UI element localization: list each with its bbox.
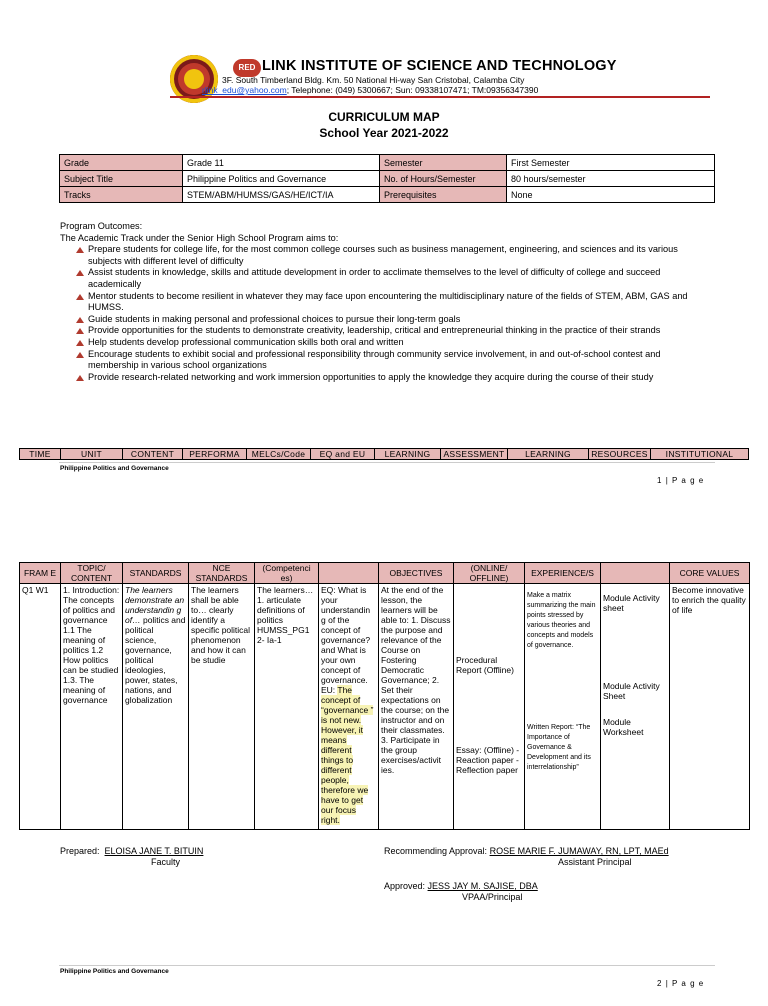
info-value: Grade 11 xyxy=(183,155,380,171)
learning-experience-cell: Make a matrix summarizing the main points stressed by various theories and concepts and models of governance. Written Report: “The Importance of Governance & Development and its interrelationship” xyxy=(525,584,601,830)
column-header: LEARNING xyxy=(375,449,441,460)
melc-cell: The learners… 1. articulate definitions of politics HUMSS_PG1 2- Ia-1 xyxy=(255,584,319,830)
table-row xyxy=(60,155,715,171)
column-header: (Competenci es) xyxy=(255,563,319,584)
column-header: OBJECTIVES xyxy=(379,563,454,584)
footer-subject: Philippine Politics and Governance xyxy=(60,465,169,472)
column-header: CONTENT xyxy=(123,449,183,460)
column-header: UNIT xyxy=(61,449,123,460)
recommending-title: Assistant Principal xyxy=(558,857,632,867)
prepared-by: Prepared: ELOISA JANE T. BITUIN xyxy=(60,846,204,856)
column-header: PERFORMA xyxy=(183,449,247,460)
recommending-approval: Recommending Approval: ROSE MARIE F. JUMAWAY, RN, LPT, MAEd xyxy=(384,846,669,856)
info-label: Grade xyxy=(60,155,183,171)
page-title: CURRICULUM MAP xyxy=(328,110,440,124)
column-header: NCE STANDARDS xyxy=(189,563,255,584)
approved-title: VPAA/Principal xyxy=(462,892,523,902)
list-item: Help students develop professional communication skills both oral and written xyxy=(76,337,710,349)
info-value: First Semester xyxy=(507,155,715,171)
info-value: 80 hours/semester xyxy=(507,171,715,187)
performance-standards-cell: The learners shall be able to… clearly identify a specific political phenomenon and how it can be studie xyxy=(189,584,255,830)
column-header: MELCs/Code xyxy=(247,449,311,460)
red-badge: RED xyxy=(233,59,261,77)
info-label: No. of Hours/Semester xyxy=(380,171,507,187)
list-item: Provide opportunities for the students to demonstrate creativity, leadership, critical and entrepreneurial thinking in the practice of their strands xyxy=(76,325,710,337)
column-header: CORE VALUES xyxy=(670,563,750,584)
outcomes-intro: The Academic Track under the Senior High School Program aims to: xyxy=(60,232,339,243)
time-cell: Q1 W1 xyxy=(20,584,61,830)
page-number: 2 | P a g e xyxy=(657,979,705,988)
info-label: Tracks xyxy=(60,187,183,203)
footer-subject: Philippine Politics and Governance xyxy=(60,968,169,975)
list-item: Encourage students to exhibit social and professional responsibility through community service involvement, in and out-of-school contest and membership in various school organizations xyxy=(76,349,710,372)
column-header: FRAM E xyxy=(20,563,61,584)
column-header: STANDARDS xyxy=(123,563,189,584)
table-row xyxy=(60,187,715,203)
page-number: 1 | P a g e xyxy=(657,476,705,485)
info-value: None xyxy=(507,187,715,203)
column-header: LEARNING xyxy=(508,449,589,460)
table-row xyxy=(20,584,750,830)
info-label: Prerequisites xyxy=(380,187,507,203)
info-value: STEM/ABM/HUMSS/GAS/HE/ICT/IA xyxy=(183,187,380,203)
program-outcomes xyxy=(60,221,710,383)
list-item: Prepare students for college life, for the most common college courses such as business management, engineering, and sciences and its various subjects with different level of difficulty xyxy=(76,244,710,267)
school-name: LINK INSTITUTE OF SCIENCE AND TECHNOLOGY xyxy=(262,58,617,74)
assessment-cell: Procedural Report (Offline) Essay: (Offline) -Reaction paper -Reflection paper xyxy=(454,584,525,830)
info-label: Subject Title xyxy=(60,171,183,187)
eq-eu-cell: EQ: What is your understandin g of the concept of governance? and What is your own concept of governance. EU: The concept of “governance ” is not new. However, it means different things to different people, therefore we have to get our focus right. xyxy=(319,584,379,830)
objectives-cell: At the end of the lesson, the learners will be able to: 1. Discuss the purpose and relevance of the Course on Fostering Democratic Governance; 2. Set their expectations on the course; on the instructor and on their classmates. 3. Participate in the group exercises/activit ies. xyxy=(379,584,454,830)
footer-divider xyxy=(59,462,715,463)
resources-cell: Module Activity sheet Module Activity Sheet Module Worksheet xyxy=(601,584,670,830)
subject-info-table xyxy=(59,154,715,203)
column-header: (ONLINE/ OFFLINE) xyxy=(454,563,525,584)
contact-numbers: ; Telephone: (049) 5300667; Sun: 09338107471; TM:09356347390 xyxy=(286,85,539,95)
topic-cell: 1. Introduction: The concepts of politics and governance 1.1 The meaning of politics 1.2 How politics can be studied 1.3. The meaning of governance xyxy=(61,584,123,830)
prepared-title: Faculty xyxy=(151,857,181,867)
content-standards-cell: The learners demonstrate an understandin g of… politics and political science, governance, political ideologies, power, states, nations, and globalization xyxy=(123,584,189,830)
email-link[interactable]: rlink_edu@yahoo.com xyxy=(202,85,287,95)
column-header: INSTITUTIONAL xyxy=(651,449,749,460)
column-header: RESOURCES xyxy=(589,449,651,460)
approved-by: Approved: JESS JAY M. SAJISE, DBA xyxy=(384,881,538,891)
column-header: EXPERIENCE/S xyxy=(525,563,601,584)
curriculum-table xyxy=(19,562,750,830)
list-item: Mentor students to become resilient in whatever they may face upon encountering the multidisciplinary nature of the fields of STEM, ABM, GAS and HUMSS. xyxy=(76,291,710,314)
approved-name: JESS JAY M. SAJISE, DBA xyxy=(427,881,538,891)
list-item: Guide students in making personal and professional choices to pursue their long-term goals xyxy=(76,314,710,326)
column-header: ASSESSMENT xyxy=(441,449,508,460)
list-item: Provide research-related networking and work immersion opportunities to apply the knowledge they acquire during the course of their study xyxy=(76,372,710,384)
footer-divider xyxy=(59,965,715,966)
curriculum-header-row-1 xyxy=(19,448,749,460)
column-header: TIME xyxy=(20,449,61,460)
info-value: Philippine Politics and Governance xyxy=(183,171,380,187)
list-item: Assist students in knowledge, skills and attitude development in order to acclimate themselves to the level of difficulty of college and succeed academically xyxy=(76,267,710,290)
prepared-name: ELOISA JANE T. BITUIN xyxy=(104,846,204,856)
info-label: Semester xyxy=(380,155,507,171)
outcomes-heading: Program Outcomes: xyxy=(60,221,143,231)
table-header-row xyxy=(20,563,750,584)
column-header: TOPIC/ CONTENT xyxy=(61,563,123,584)
school-year: School Year 2021-2022 xyxy=(319,126,449,140)
outcomes-list xyxy=(60,244,710,383)
column-header: EQ and EU xyxy=(311,449,375,460)
header-divider xyxy=(170,96,710,98)
school-contact xyxy=(202,85,538,95)
column-header xyxy=(601,563,670,584)
school-address: 3F. South Timberland Bldg. Km. 50 National Hi-way San Cristobal, Calamba City xyxy=(222,75,525,85)
column-header xyxy=(319,563,379,584)
table-row xyxy=(20,449,749,460)
core-values-cell: Become innovative to enrich the quality of life xyxy=(670,584,750,830)
table-row xyxy=(60,171,715,187)
recommending-name: ROSE MARIE F. JUMAWAY, RN, LPT, MAEd xyxy=(489,846,669,856)
